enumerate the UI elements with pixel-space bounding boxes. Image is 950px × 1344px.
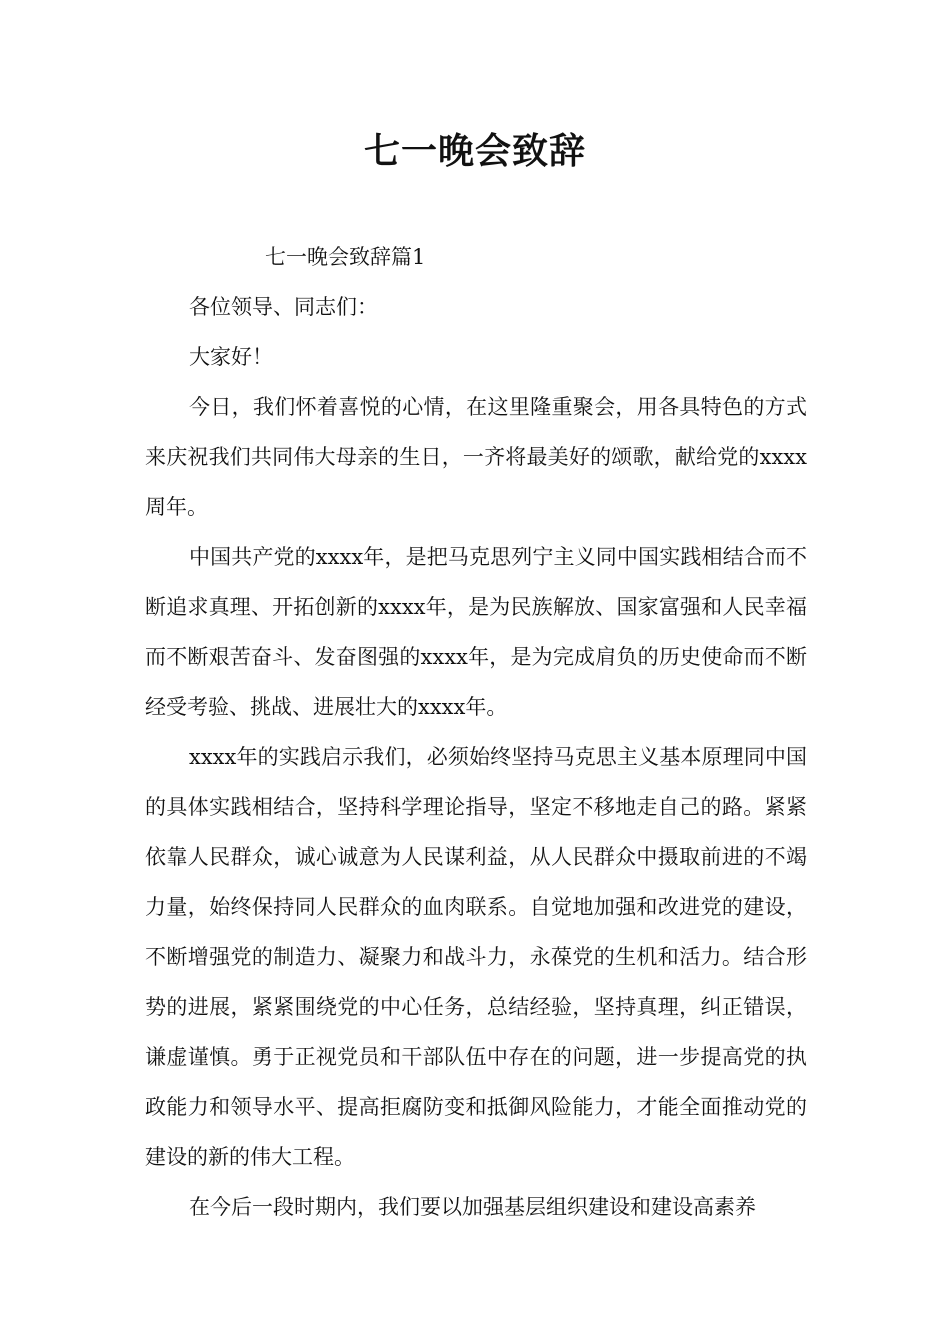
document-title: 七一晚会致辞 (363, 131, 586, 172)
body-paragraph: 今日，我们怀着喜悦的心情，在这里隆重聚会，用各具特色的方式来庆祝我们共同伟大母亲的生日，一齐将最美好的颂歌，献给党的xxxx周年。 (145, 395, 807, 519)
salutation-paragraph: 各位领导、同志们： (189, 295, 378, 319)
greeting-paragraph: 大家好！ (189, 345, 273, 369)
section-heading: 七一晚会致辞篇1 (265, 245, 426, 269)
document-body (145, 232, 807, 1232)
body-paragraph: 在今后一段时期内，我们要以加强基层组织建设和建设高素养 (189, 1195, 756, 1219)
body-paragraph: xxxx年的实践启示我们，必须始终坚持马克思主义基本原理同中国的具体实践相结合，坚持科学理论指导，坚定不移地走自己的路。紧紧依靠人民群众，诚心诚意为人民谋利益，从人民群众中摄取前进的不竭力量，始终保持同人民群众的血肉联系。自觉地加强和改进党的建设，不断增强党的制造力、凝聚力和战斗力，永葆党的生机和活力。结合形势的进展，紧紧围绕党的中心任务，总结经验，坚持真理，纠正错误，谦虚谨慎。勇于正视党员和干部队伍中存在的问题，进一步提高党的执政能力和领导水平、提高拒腐防变和抵御风险能力，才能全面推动党的建设的新的伟大工程。 (145, 745, 807, 1169)
body-paragraph: 中国共产党的xxxx年，是把马克思列宁主义同中国实践相结合而不断追求真理、开拓创新的xxxx年，是为民族解放、国家富强和人民幸福而不断艰苦奋斗、发奋图强的xxxx年，是为完成肩负的历史使命而不断经受考验、挑战、进展壮大的xxxx年。 (145, 545, 807, 719)
